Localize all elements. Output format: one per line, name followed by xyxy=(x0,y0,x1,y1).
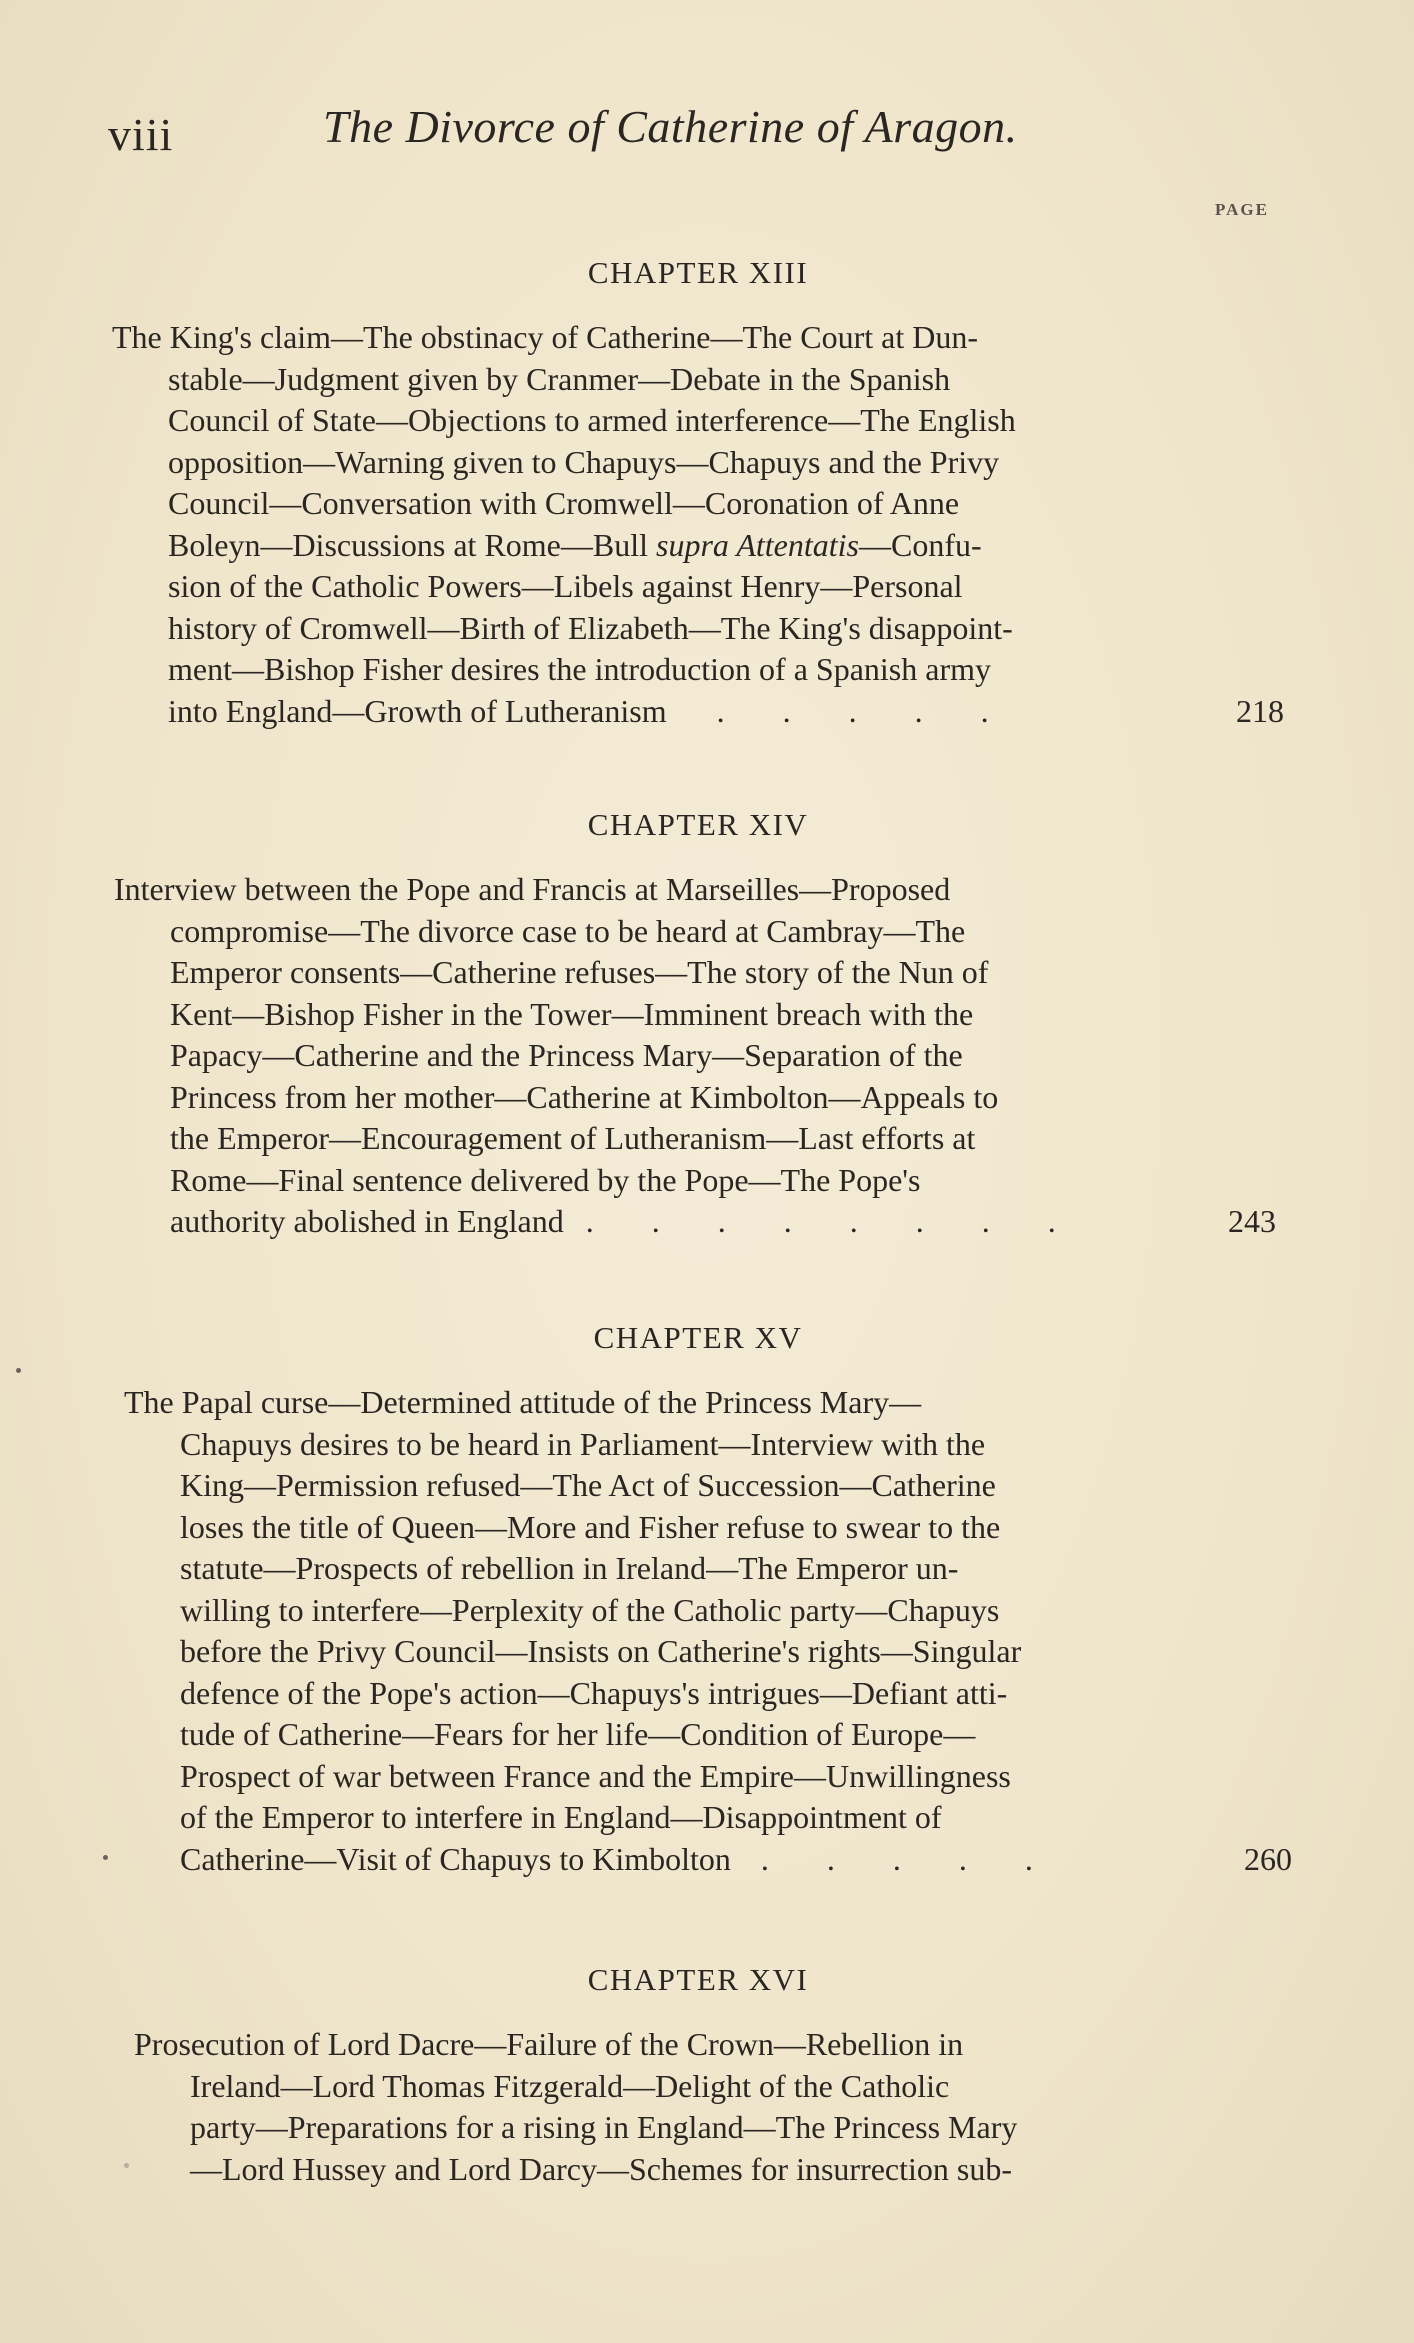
paper-speck xyxy=(124,2163,129,2168)
summary-line: party—Preparations for a rising in England—The Princess Mary xyxy=(190,2109,1018,2145)
summary-line: Emperor consents—Catherine refuses—The story of the Nun of xyxy=(170,954,989,990)
chapter-summary xyxy=(112,317,1284,732)
chapter-summary xyxy=(134,2024,1284,2190)
summary-line: Chapuys desires to be heard in Parliament—Interview with the xyxy=(180,1425,986,1462)
summary-line xyxy=(124,1839,1284,1881)
summary-line: Rome—Final sentence delivered by the Pope—The Pope's xyxy=(170,1161,921,1198)
summary-text: Boleyn—Discussions at Rome—Bull xyxy=(168,526,656,563)
chapter-heading: CHAPTER XVI xyxy=(587,1962,809,1997)
summary-line: Kent—Bishop Fisher in the Tower—Imminent breach with the xyxy=(170,995,974,1032)
running-header xyxy=(108,100,1258,170)
summary-line: Princess from her mother—Catherine at Kimbolton—Appeals to xyxy=(170,1078,999,1115)
page-number: 260 xyxy=(1244,1840,1292,1877)
summary-line: history of Cromwell—Birth of Elizabeth—The King's disappoint- xyxy=(168,609,1013,646)
summary-line: Council—Conversation with Cromwell—Coronation of Anne xyxy=(168,485,960,521)
summary-line: sion of the Catholic Powers—Libels against Henry—Personal xyxy=(168,568,963,604)
chapter-heading: CHAPTER XIII xyxy=(587,255,809,290)
summary-line: The King's claim—The obstinacy of Catherine—The Court at Dun- xyxy=(112,319,978,355)
chapter-xv xyxy=(0,1320,1414,1880)
summary-line: ment—Bishop Fisher desires the introduction of a Spanish army xyxy=(168,651,991,687)
summary-line: King—Permission refused—The Act of Succession—Catherine xyxy=(180,1467,996,1503)
page-number: 218 xyxy=(1236,692,1284,729)
summary-text: into England—Growth of Lutheranism xyxy=(168,692,667,729)
summary-line: Council of State—Objections to armed interference—The English xyxy=(168,402,1016,438)
summary-line: opposition—Warning given to Chapuys—Chapuys and the Privy xyxy=(168,443,1000,480)
chapter-summary xyxy=(124,1382,1292,1880)
page-column-label: PAGE xyxy=(1215,200,1269,219)
paper-speck xyxy=(103,1855,108,1860)
summary-text: authority abolished in England xyxy=(170,1203,564,1239)
summary-line: Ireland—Lord Thomas Fitzgerald—Delight of the Catholic xyxy=(190,2067,950,2104)
dot-leaders: . . . . . . . . xyxy=(585,1203,1081,1239)
summary-line: stable—Judgment given by Cranmer—Debate in the Spanish xyxy=(168,360,951,397)
summary-line: before the Privy Council—Insists on Catherine's rights—Singular xyxy=(180,1633,1022,1669)
chapter-xiv xyxy=(0,807,1414,1243)
chapter-summary xyxy=(114,869,1274,1243)
summary-line: Interview between the Pope and Francis at Marseilles—Proposed xyxy=(114,871,951,907)
summary-line: of the Emperor to interfere in England—Disappointment of xyxy=(180,1799,942,1835)
chapter-xiii xyxy=(0,255,1414,732)
page-number: 243 xyxy=(1228,1203,1276,1239)
summary-text: Catherine—Visit of Chapuys to Kimbolton xyxy=(180,1840,731,1877)
summary-line xyxy=(112,691,1278,733)
summary-text: —Confu- xyxy=(858,526,982,563)
summary-line: the Emperor—Encouragement of Lutheranism—Last efforts at xyxy=(170,1120,976,1156)
dot-leaders: . . . . . xyxy=(716,692,1014,729)
summary-line: defence of the Pope's action—Chapuys's intrigues—Defiant atti- xyxy=(180,1674,1008,1711)
summary-line: compromise—The divorce case to be heard at Cambray—The xyxy=(170,912,966,949)
summary-line: Prospect of war between France and the Empire—Unwillingness xyxy=(180,1757,1011,1794)
chapter-xvi xyxy=(0,1962,1414,2190)
summary-line: willing to interfere—Perplexity of the Catholic party—Chapuys xyxy=(180,1591,1000,1628)
summary-line: loses the title of Queen—More and Fisher refuse to swear to the xyxy=(180,1508,1001,1545)
running-title: The Divorce of Catherine of Aragon. xyxy=(323,101,1018,152)
chapter-heading: CHAPTER XIV xyxy=(587,807,809,842)
summary-line: Prosecution of Lord Dacre—Failure of the Crown—Rebellion in xyxy=(134,2026,964,2062)
chapter-heading: CHAPTER XV xyxy=(593,1320,803,1355)
summary-line: The Papal curse—Determined attitude of the Princess Mary— xyxy=(124,1384,922,1420)
dot-leaders: . . . . . xyxy=(760,1840,1058,1877)
summary-line: statute—Prospects of rebellion in Ireland—The Emperor un- xyxy=(180,1550,959,1586)
summary-line: Papacy—Catherine and the Princess Mary—Separation of the xyxy=(170,1037,963,1073)
paper-speck xyxy=(16,1368,21,1373)
summary-line: —Lord Hussey and Lord Darcy—Schemes for insurrection sub- xyxy=(190,2150,1013,2187)
folio-number: viii xyxy=(108,109,174,160)
summary-line xyxy=(112,525,1278,567)
summary-line: tude of Catherine—Fears for her life—Condition of Europe— xyxy=(180,1716,976,1752)
italic-phrase: supra Attentatis xyxy=(656,526,859,563)
summary-line xyxy=(114,1201,1274,1243)
